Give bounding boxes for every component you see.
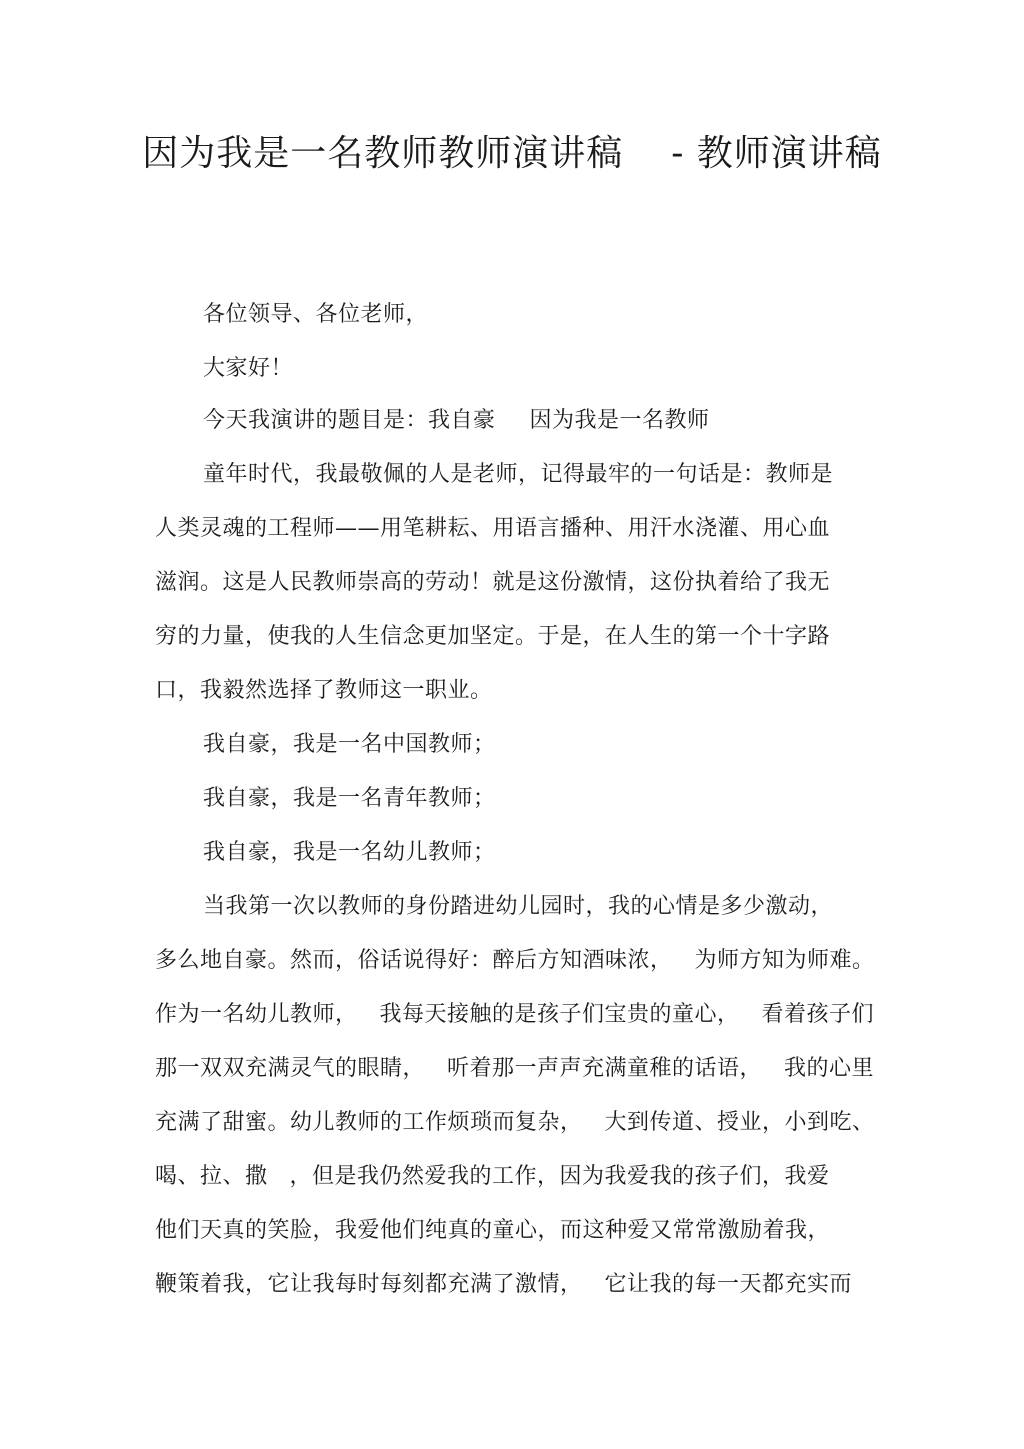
paragraph-line <box>155 1162 830 1192</box>
paragraph-line <box>155 1216 830 1246</box>
paragraph-line: 口，我毅然选择了教师这一职业。 <box>155 678 493 703</box>
topic-line <box>203 406 710 436</box>
text-segment: ，但是我仍然爱我的工作，因为我爱我的孩子们，我爱 <box>289 1164 830 1189</box>
paragraph-line <box>155 1108 875 1138</box>
proud-line: 我自豪，我是一名青年教师； <box>203 786 496 811</box>
text-segment: 看着孩子们 <box>761 1002 875 1027</box>
title-suffix: - 教师演讲稿 <box>671 133 882 174</box>
text-segment: 充满了甜蜜。幼儿教师的工作烦琐而复杂， <box>155 1110 583 1135</box>
text-segment: 它让我的每一天都充实而 <box>604 1272 853 1297</box>
greeting-line: 大家好！ <box>203 356 294 381</box>
text-segment: 当我第一次以教师的身份踏进幼儿园时，我的心情是多少激动， <box>203 894 834 919</box>
paragraph-line: 穷的力量，使我的人生信念更加坚定。于是，在人生的第一个十字路 <box>155 624 831 649</box>
greeting-line: 各位领导、各位老师， <box>203 302 429 327</box>
text-segment: 他们天真的笑脸，我爱他们纯真的童心，而这种爱又常常激励着我， <box>155 1218 831 1243</box>
paragraph-line: 人类灵魂的工程师——用笔耕耘、用语言播种、用汗水浇灌、用心血 <box>155 516 831 541</box>
topic-prefix: 今天我演讲的题目是：我自豪 <box>203 408 496 433</box>
text-segment: 喝、拉、撒 <box>155 1164 268 1189</box>
paragraph-line: 童年时代，我最敬佩的人是老师，记得最牢的一句话是：教师是 <box>203 462 834 487</box>
paragraph-line <box>155 946 875 976</box>
paragraph-line <box>155 1054 874 1084</box>
paragraph-line <box>155 1270 852 1300</box>
proud-line: 我自豪，我是一名中国教师； <box>203 732 496 757</box>
text-segment: 鞭策着我，它让我每时每刻都充满了激情， <box>155 1272 583 1297</box>
title-main: 因为我是一名教师教师演讲稿 <box>142 133 624 174</box>
document-title <box>0 128 1024 180</box>
paragraph-line <box>155 1000 874 1030</box>
text-segment: 作为一名幼儿教师， <box>155 1002 358 1027</box>
text-segment: 我每天接触的是孩子们宝贵的童心， <box>379 1002 740 1027</box>
paragraph-line <box>203 892 833 922</box>
topic-rest: 因为我是一名教师 <box>529 408 710 433</box>
proud-line: 我自豪，我是一名幼儿教师； <box>203 840 496 865</box>
text-segment: 大到传道、授业，小到吃、 <box>604 1110 875 1135</box>
text-segment: 为师方知为师难。 <box>694 948 875 973</box>
text-segment: 听着那一声声充满童稚的话语， <box>447 1056 763 1081</box>
text-segment: 多么地自豪。然而，俗话说得好：醉后方知酒味浓， <box>155 948 673 973</box>
text-segment: 我的心里 <box>784 1056 875 1081</box>
paragraph-line: 滋润。这是人民教师崇高的劳动！就是这份激情，这份执着给了我无 <box>155 570 831 595</box>
text-segment: 那一双双充满灵气的眼睛， <box>155 1056 426 1081</box>
